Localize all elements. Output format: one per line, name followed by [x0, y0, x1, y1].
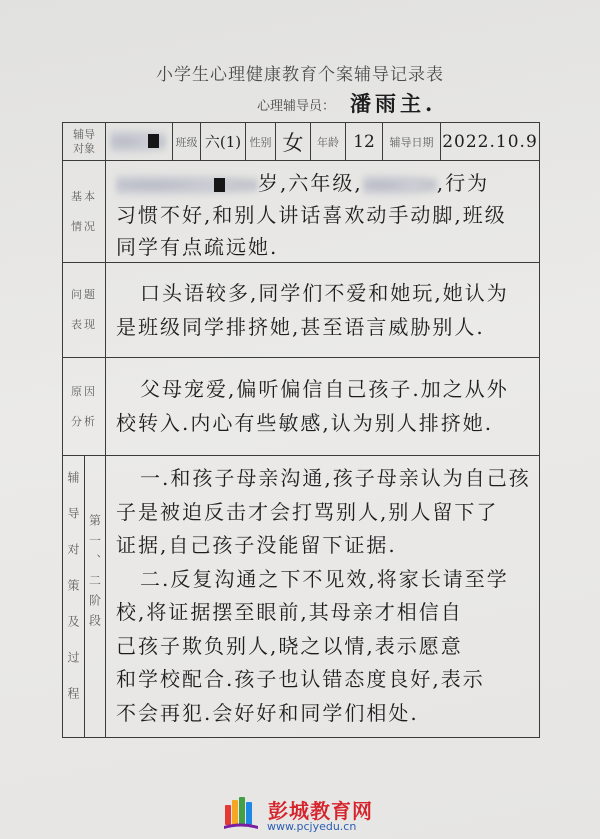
class-label-cell [173, 123, 201, 160]
subject-label-cell [63, 123, 106, 160]
watermark-site-name: 彭城教育网 [268, 799, 373, 823]
redacted-text-blur [116, 174, 258, 196]
class-value-cell [201, 123, 246, 160]
watermark-url: www.pcjyedu.cn [267, 820, 357, 833]
redacted-text-blur [363, 174, 437, 196]
record-table [62, 122, 540, 738]
basic-info-content [106, 161, 539, 262]
redacted-text [116, 174, 258, 196]
basic-info-segment: ,行为 [436, 171, 490, 195]
form-title: 小学生心理健康教育个案辅导记录表 [156, 65, 444, 85]
cause-label [71, 377, 97, 437]
basic-info-row [63, 161, 539, 263]
basic-info-label-line: 情况 [71, 219, 97, 233]
problem-label-line: 表现 [71, 318, 97, 331]
strategy-line: 己孩子欺负别人,晓之以情,表示愿意 [116, 633, 463, 658]
strategy-line: 和学校配合.孩子也认错态度良好,表示 [116, 667, 485, 691]
basic-info-label-cell [63, 161, 106, 262]
date-value: 2022.10.9 [442, 131, 538, 152]
strategy-line: 校,将证据摆至眼前,其母亲才相信自 [116, 600, 463, 624]
basic-info-segment: 岁,六年级, [258, 171, 363, 195]
problem-line: 是班级同学排挤她,甚至语言威胁别人. [116, 315, 485, 339]
strategy-content [106, 456, 539, 737]
cause-content [106, 358, 539, 455]
redacted-text [363, 174, 437, 196]
age-label-cell [311, 123, 346, 160]
redaction-mark [214, 178, 225, 192]
subject-label-line: 辅导 [73, 127, 95, 141]
class-value: 六(1) [204, 133, 242, 151]
stage-label-cell [85, 456, 106, 737]
strategy-line: 不会再犯.会好好和同学们相处. [116, 700, 419, 725]
basic-info-line: 习惯不好,和别人讲话喜欢动手动脚,班级 [116, 203, 507, 227]
date-label-cell [383, 123, 441, 160]
strategy-line: 子是被迫反击才会打骂别人,别人留下了 [116, 499, 499, 524]
basic-info-line [116, 167, 539, 199]
problem-label [71, 280, 97, 340]
cause-label-line: 分析 [71, 414, 97, 428]
gender-label: 性别 [249, 135, 272, 149]
cause-row [63, 358, 539, 456]
redaction-mark [148, 134, 159, 148]
counselor-name: 潘雨主. [350, 91, 437, 116]
problem-label-line: 问题 [71, 288, 97, 301]
subject-label-line: 对象 [73, 141, 95, 155]
cause-line: 校转入.内心有些敏感,认为别人排挤她. [116, 411, 494, 435]
counselor-label: 心理辅导员： [257, 99, 336, 114]
strategy-row [63, 456, 539, 737]
age-value-cell [346, 123, 383, 160]
strategy-label: 辅导对策及过程 [66, 470, 80, 723]
strategy-line: 二.反复沟通之下不见效,将家长请至学 [140, 566, 509, 591]
site-logo-icon [222, 793, 260, 831]
problem-content [106, 263, 539, 357]
date-value-cell [441, 123, 539, 160]
class-label: 班级 [175, 135, 198, 149]
strategy-line: 证据,自己孩子没能留下证据. [116, 533, 397, 557]
age-label: 年龄 [317, 135, 339, 149]
subject-name-cell [106, 123, 173, 160]
problem-line: 口头语较多,同学们不爱和她玩,她认为 [140, 281, 509, 305]
date-label: 辅导日期 [389, 135, 434, 149]
problem-row [63, 263, 539, 358]
basic-info-label [71, 182, 97, 242]
strategy-line: 一.和孩子母亲沟通,孩子母亲认为自己孩 [140, 466, 531, 490]
cause-label-line: 原因 [71, 384, 97, 398]
info-row [63, 123, 539, 161]
strategy-label-cell [63, 456, 85, 737]
age-value: 12 [353, 131, 375, 152]
basic-info-line: 同学有点疏远她. [116, 235, 279, 259]
basic-info-label-line: 基本 [71, 189, 97, 203]
cause-line: 父母宠爱,偏听偏信自己孩子.加之从外 [140, 377, 509, 401]
stage-label: 第一、二阶段 [87, 514, 102, 634]
gender-value-cell [276, 123, 311, 160]
subject-label [73, 128, 95, 156]
cause-label-cell [63, 358, 106, 455]
problem-label-cell [63, 263, 106, 357]
gender-value: 女 [282, 130, 304, 155]
gender-label-cell [246, 123, 276, 160]
